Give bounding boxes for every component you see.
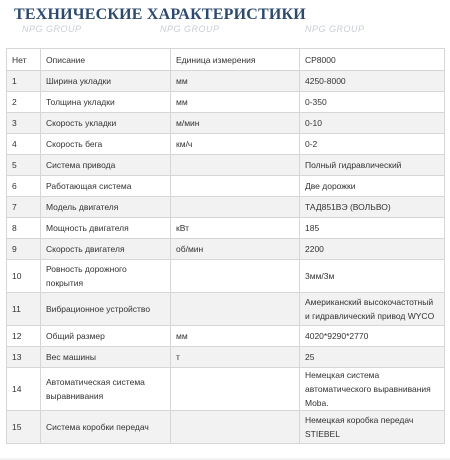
row-number-cell: 10 — [7, 260, 41, 293]
row-number-cell: 13 — [7, 347, 41, 368]
row-unit-cell — [171, 176, 300, 197]
row-unit-cell — [171, 293, 300, 326]
watermark-text: NPG GROUP — [22, 24, 82, 34]
table-row — [7, 326, 445, 347]
row-value-cell: Немецкая система автоматического выравнивания Moba. — [300, 368, 445, 411]
row-description-cell: Вес машины — [41, 347, 171, 368]
row-description-cell: Система коробки передач — [41, 411, 171, 444]
table-row — [7, 71, 445, 92]
row-number-cell: 9 — [7, 239, 41, 260]
watermark-text: NPG GROUP — [160, 24, 220, 34]
row-number-cell: 12 — [7, 326, 41, 347]
table-row — [7, 218, 445, 239]
header-cell-unit: Единица измерения — [171, 49, 300, 71]
row-description-cell: Мощность двигателя — [41, 218, 171, 239]
row-unit-cell — [171, 155, 300, 176]
row-value-cell: ТАД851ВЭ (ВОЛЬВО) — [300, 197, 445, 218]
table-header-row — [7, 49, 445, 71]
row-unit-cell — [171, 260, 300, 293]
row-unit-cell: мм — [171, 326, 300, 347]
row-number-cell: 1 — [7, 71, 41, 92]
table-row — [7, 134, 445, 155]
row-value-cell: 25 — [300, 347, 445, 368]
row-value-cell: Две дорожки — [300, 176, 445, 197]
table-row — [7, 239, 445, 260]
row-description-cell: Ровность дорожного покрытия — [41, 260, 171, 293]
page-title: ТЕХНИЧЕСКИЕ ХАРАКТЕРИСТИКИ — [14, 6, 306, 23]
header-cell-description: Описание — [41, 49, 171, 71]
row-description-cell: Работающая система — [41, 176, 171, 197]
row-unit-cell: т — [171, 347, 300, 368]
row-unit-cell: м/мин — [171, 113, 300, 134]
row-description-cell: Система привода — [41, 155, 171, 176]
row-description-cell: Общий размер — [41, 326, 171, 347]
row-number-cell: 6 — [7, 176, 41, 197]
row-unit-cell — [171, 197, 300, 218]
row-number-cell: 14 — [7, 368, 41, 411]
row-description-cell: Ширина укладки — [41, 71, 171, 92]
header-cell-value: CP8000 — [300, 49, 445, 71]
row-unit-cell: км/ч — [171, 134, 300, 155]
row-number-cell: 8 — [7, 218, 41, 239]
row-description-cell: Автоматическая система выравнивания — [41, 368, 171, 411]
table-row — [7, 113, 445, 134]
header-cell-number: Нет — [7, 49, 41, 71]
table-row — [7, 347, 445, 368]
row-value-cell: Американский высокочастотный и гидравлический привод WYCO — [300, 293, 445, 326]
table-row — [7, 368, 445, 411]
row-number-cell: 3 — [7, 113, 41, 134]
row-number-cell: 11 — [7, 293, 41, 326]
row-description-cell: Скорость бега — [41, 134, 171, 155]
row-number-cell: 2 — [7, 92, 41, 113]
row-description-cell: Скорость укладки — [41, 113, 171, 134]
row-value-cell: 185 — [300, 218, 445, 239]
spec-table — [6, 48, 445, 444]
row-value-cell: 3мм/3м — [300, 260, 445, 293]
row-value-cell: 0-10 — [300, 113, 445, 134]
row-value-cell: Полный гидравлический — [300, 155, 445, 176]
row-value-cell: 4250-8000 — [300, 71, 445, 92]
row-value-cell: 2200 — [300, 239, 445, 260]
table-row — [7, 293, 445, 326]
table-row — [7, 197, 445, 218]
row-unit-cell — [171, 411, 300, 444]
row-value-cell: 0-350 — [300, 92, 445, 113]
row-description-cell: Вибрационное устройство — [41, 293, 171, 326]
row-description-cell: Скорость двигателя — [41, 239, 171, 260]
row-unit-cell — [171, 368, 300, 411]
watermark-text: NPG GROUP — [305, 24, 365, 34]
row-value-cell: 0-2 — [300, 134, 445, 155]
row-description-cell: Модель двигателя — [41, 197, 171, 218]
row-unit-cell: кВт — [171, 218, 300, 239]
row-number-cell: 5 — [7, 155, 41, 176]
row-unit-cell: об/мин — [171, 239, 300, 260]
table-row — [7, 411, 445, 444]
row-number-cell: 4 — [7, 134, 41, 155]
row-value-cell: Немецкая коробка передач STIEBEL — [300, 411, 445, 444]
row-description-cell: Толщина укладки — [41, 92, 171, 113]
row-number-cell: 15 — [7, 411, 41, 444]
row-unit-cell: мм — [171, 71, 300, 92]
table-row — [7, 176, 445, 197]
table-row — [7, 260, 445, 293]
table-row — [7, 92, 445, 113]
row-value-cell: 4020*9290*2770 — [300, 326, 445, 347]
row-unit-cell: мм — [171, 92, 300, 113]
row-number-cell: 7 — [7, 197, 41, 218]
table-row — [7, 155, 445, 176]
